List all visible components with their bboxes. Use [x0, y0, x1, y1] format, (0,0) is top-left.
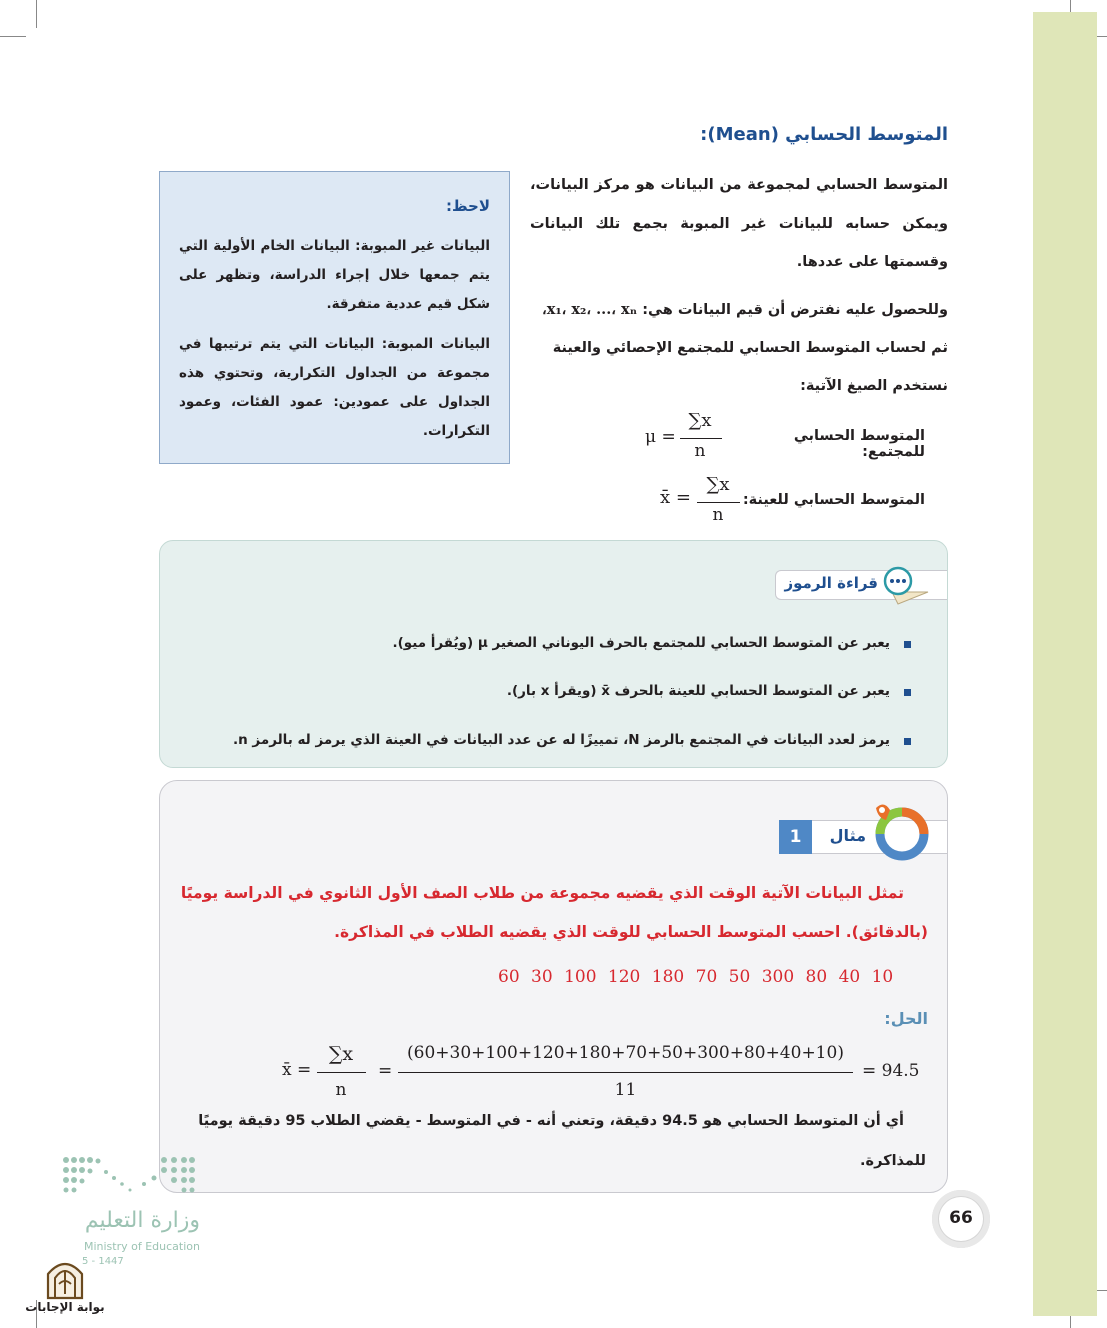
- symbols-title: قراءة الرموز: [784, 574, 878, 592]
- symbols-bullet: [904, 641, 911, 648]
- note-title: لاحظ:: [445, 197, 490, 215]
- intro-vars-line: [530, 291, 948, 330]
- speech-bubble-icon: [878, 566, 936, 612]
- symbols-item-n: يرمز لعدد البيانات في المجتمع بالرمز N، تمييزًا له عن عدد البيانات في العينة الذي يرمز له بالرمز n.: [232, 732, 890, 748]
- symbols-bullet: [904, 689, 911, 696]
- calc-numerator: ∑x: [328, 1043, 354, 1065]
- population-formula-label: المتوسط الحسابي للمجتمع:: [793, 428, 925, 460]
- symbols-item-xbar: يعبر عن المتوسط الحسابي للعينة بالحرف x̄ (ويقرأ x بار).: [506, 683, 890, 699]
- symbols-bullet: [904, 738, 911, 745]
- intro-line-2: ثم لحساب المتوسط الحسابي للمجتمع الإحصائي والعينة: [552, 340, 948, 356]
- population-formula-lhs: μ =: [645, 427, 676, 447]
- population-fraction-line: [680, 438, 722, 439]
- calc-fraction-line-1: [317, 1072, 366, 1073]
- calc-sum: (60+30+100+120+180+70+50+300+80+40+10): [407, 1043, 844, 1063]
- intro-paragraph: المتوسط الحسابي لمجموعة من البيانات هو مركز البيانات، ويمكن حسابه للبيانات غير المبوبة بجمع تلك البيانات وقسمتها على عددها.: [530, 177, 948, 270]
- intro-vars-text: وللحصول عليه نفترض أن قيم البيانات هي:: [642, 302, 948, 318]
- site-logo-icon: [44, 1254, 86, 1300]
- side-band: [1033, 12, 1097, 1316]
- population-formula-numerator: ∑x: [688, 410, 712, 431]
- example-label: مثال: [829, 826, 866, 845]
- calc-fraction-line-2: [398, 1072, 853, 1073]
- example-ring-icon: [868, 798, 932, 864]
- note-classified: البيانات المبوبة: البيانات التي يتم ترتيبها في مجموعة من الجداول التكرارية، وتحتوي هذه الجداول على عمودين: عمود الفئات، وعمود التكرارات.: [179, 336, 490, 439]
- sample-formula-numerator: ∑x: [706, 474, 730, 495]
- example-question-line-2: (بالدقائق). احسب المتوسط الحسابي للوقت الذي يقضيه الطلاب في المذاكرة.: [334, 923, 928, 941]
- sample-formula-denominator: n: [712, 505, 724, 525]
- ministry-name-en: Ministry of Education: [83, 1240, 200, 1253]
- site-name[interactable]: بوابة الإجابات: [25, 1300, 105, 1314]
- sample-formula-lhs: x̄ =: [660, 487, 691, 508]
- sample-fraction-line: [697, 502, 740, 503]
- population-formula-denominator: n: [694, 441, 706, 461]
- example-data: 60 30 100 120 180 70 50 300 80 40 10: [498, 967, 894, 987]
- example-number-badge: 1: [779, 820, 812, 854]
- ministry-year: 5 - 1447: [82, 1256, 124, 1267]
- calc-count: 11: [614, 1080, 637, 1100]
- example-question-line-1: تمثل البيانات الآتية الوقت الذي يقضيه مجموعة من طلاب الصف الأول الثانوي في الدراسة يوميًا: [180, 884, 904, 902]
- crop-mark: [0, 36, 26, 37]
- example-conclusion-2: للمذاكرة.: [860, 1153, 926, 1169]
- page-number: 66: [949, 1208, 973, 1228]
- calc-result: = 94.5: [862, 1061, 920, 1081]
- ministry-name-ar: وزارة التعليم: [84, 1208, 200, 1233]
- crop-mark: [36, 0, 37, 28]
- section-title: المتوسط الحسابي (Mean):: [700, 124, 948, 145]
- ministry-dots-logo: [60, 1152, 200, 1200]
- intro-vars: x₁، x₂، ...، xₙ،: [542, 301, 638, 318]
- calc-lhs: x̄ =: [282, 1060, 312, 1080]
- calc-equals: =: [378, 1061, 393, 1081]
- solution-label: الحل:: [884, 1009, 928, 1028]
- sample-formula-label: المتوسط الحسابي للعينة:: [742, 492, 925, 508]
- note-unclassified: البيانات غير المبوبة: البيانات الخام الأولية التي يتم جمعها خلال إجراء الدراسة، وتظهر على شكل قيم عددية متفرقة.: [179, 238, 490, 312]
- symbols-item-mu: يعبر عن المتوسط الحسابي للمجتمع بالحرف اليوناني الصغير μ (ويُقرأ ميو).: [392, 635, 890, 651]
- calc-denominator: n: [335, 1080, 347, 1100]
- example-conclusion-1: أي أن المتوسط الحسابي هو 94.5 دقيقة، وتعني أنه - في المتوسط - يقضي الطلاب 95 دقيقة يوميًا: [198, 1113, 904, 1129]
- intro-line-3: نستخدم الصيغ الآتية:: [800, 378, 948, 394]
